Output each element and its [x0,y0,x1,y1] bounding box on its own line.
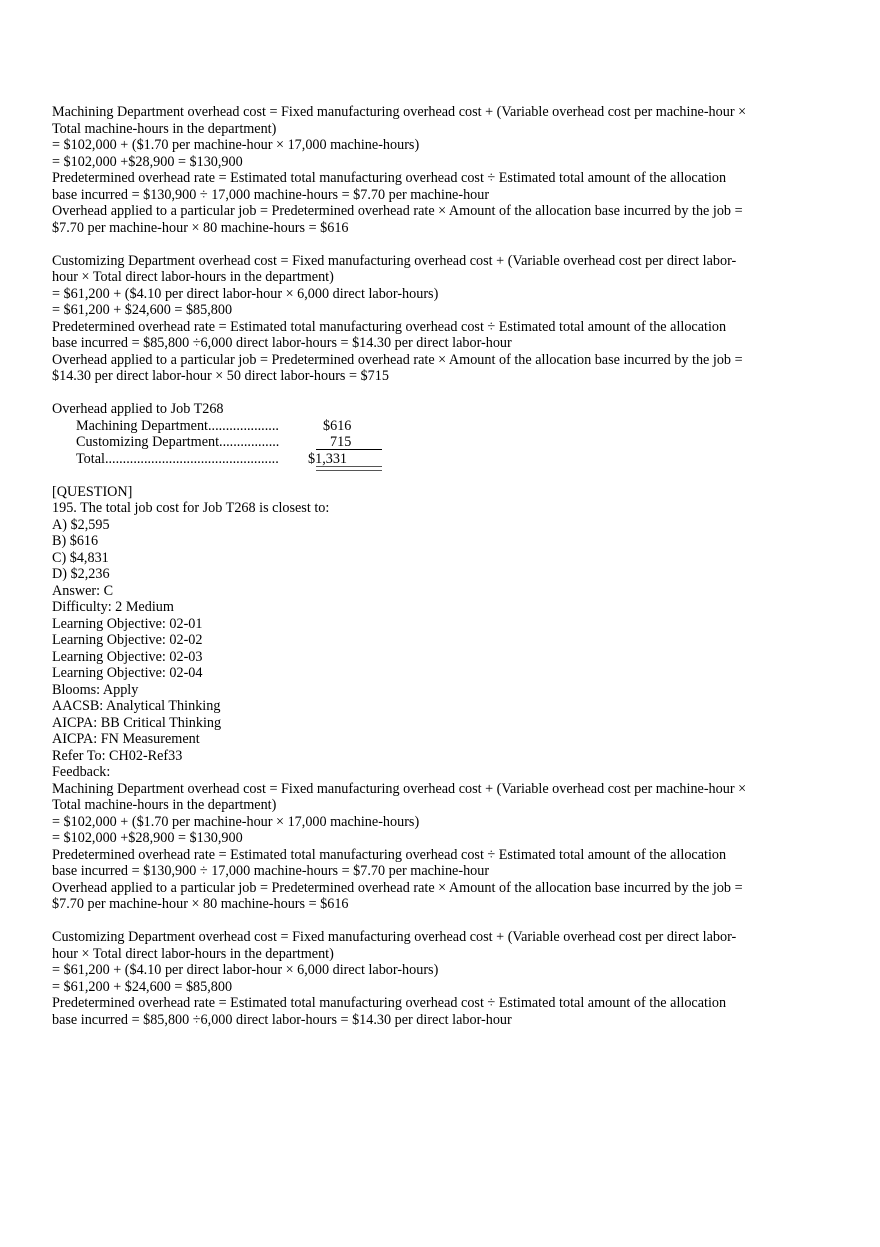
text-line: base incurred = $130,900 ÷ 17,000 machine-hours = $7.70 per machine-hour [52,186,490,203]
text-line: Customizing Department overhead cost = Fixed manufacturing overhead cost + (Variable overhead cost per direct labor- [52,252,737,269]
text-line: = $61,200 + $24,600 = $85,800 [52,978,233,995]
answer-option-c: C) $4,831 [52,549,109,566]
text-line: Machining Department overhead cost = Fixed manufacturing overhead cost + (Variable overhead cost per machine-hour × [52,780,747,797]
text-line: = $61,200 + ($4.10 per direct labor-hour × 6,000 direct labor-hours) [52,962,439,978]
refer-to: Refer To: CH02-Ref33 [52,747,183,764]
feedback-heading: Feedback: [52,764,111,780]
text-line: = $102,000 +$28,900 = $130,900 [52,830,243,846]
summary-amount: $616 [323,417,352,434]
text-line: Customizing Department overhead cost = Fixed manufacturing overhead cost + (Variable overhead cost per direct labor- [52,929,737,945]
text-line: $7.70 per machine-hour × 80 machine-hours = $616 [52,896,349,912]
answer-key: Answer: C [52,582,114,599]
text-line: = $61,200 + $24,600 = $85,800 [52,302,233,318]
answer-option-d: D) $2,236 [52,566,110,582]
summary-amount: 715 [330,434,352,450]
machining-calculation-block [52,104,772,236]
blooms-level: Blooms: Apply [52,681,139,698]
text-line: Overhead applied to a particular job = Predetermined overhead rate × Amount of the allocation base incurred by the job = [52,351,743,368]
summary-label: Customizing Department................. [76,434,280,450]
question-block [52,484,772,781]
customizing-calculation-block [52,253,772,385]
aacsb-tag: AACSB: Analytical Thinking [52,698,221,714]
learning-objective: Learning Objective: 02-03 [52,648,203,665]
overhead-summary [52,401,772,467]
summary-row-customizing [52,434,772,451]
text-line: Overhead applied to a particular job = Predetermined overhead rate × Amount of the allocation base incurred by the job = [52,879,743,896]
text-line: Predetermined overhead rate = Estimated total manufacturing overhead cost ÷ Estimated total amount of the allocation [52,846,727,863]
total-double-rule [316,466,382,471]
paragraph-gap [52,236,772,253]
document-page [52,104,772,1028]
learning-objective: Learning Objective: 02-04 [52,665,203,681]
text-line: $14.30 per direct labor-hour × 50 direct labor-hours = $715 [52,368,389,384]
summary-label: Machining Department.................... [76,417,279,434]
feedback-customizing-block [52,929,772,1028]
difficulty: Difficulty: 2 Medium [52,599,174,615]
text-line: hour × Total direct labor-hours in the department) [52,269,334,285]
learning-objective: Learning Objective: 02-02 [52,632,203,648]
paragraph-gap [52,913,772,930]
question-stem: 195. The total job cost for Job T268 is closest to: [52,500,330,516]
text-line: Total machine-hours in the department) [52,797,277,813]
text-line: Overhead applied to a particular job = Predetermined overhead rate × Amount of the allocation base incurred by the job = [52,203,743,219]
answer-option-a: A) $2,595 [52,516,110,533]
learning-objective: Learning Objective: 02-01 [52,615,203,632]
text-line: Total machine-hours in the department) [52,120,277,137]
text-line: Predetermined overhead rate = Estimated total manufacturing overhead cost ÷ Estimated total amount of the allocation [52,995,727,1011]
text-line: = $102,000 + ($1.70 per machine-hour × 17,000 machine-hours) [52,137,420,153]
summary-row-machining [52,418,772,435]
text-line: hour × Total direct labor-hours in the department) [52,945,334,962]
feedback-machining-block [52,781,772,913]
text-line: Predetermined overhead rate = Estimated total manufacturing overhead cost ÷ Estimated total amount of the allocation [52,318,727,335]
paragraph-gap [52,467,772,484]
summary-amount: $1,331 [308,450,348,467]
answer-option-b: B) $616 [52,533,99,549]
text-line: Predetermined overhead rate = Estimated total manufacturing overhead cost ÷ Estimated total amount of the allocation [52,170,727,186]
text-line: = $102,000 +$28,900 = $130,900 [52,153,243,170]
question-tag: [QUESTION] [52,483,133,500]
text-line: base incurred = $85,800 ÷6,000 direct labor-hours = $14.30 per direct labor-hour [52,335,512,351]
text-line: $7.70 per machine-hour × 80 machine-hours = $616 [52,219,349,236]
aicpa-tag: AICPA: BB Critical Thinking [52,714,222,731]
summary-label: Total................................................. [76,450,279,467]
summary-title: Overhead applied to Job T268 [52,401,224,417]
text-line: Machining Department overhead cost = Fixed manufacturing overhead cost + (Variable overhead cost per machine-hour × [52,104,747,120]
summary-row-total [52,451,772,468]
text-line: base incurred = $85,800 ÷6,000 direct labor-hours = $14.30 per direct labor-hour [52,1011,512,1028]
text-line: = $61,200 + ($4.10 per direct labor-hour × 6,000 direct labor-hours) [52,285,439,302]
text-line: base incurred = $130,900 ÷ 17,000 machine-hours = $7.70 per machine-hour [52,863,490,879]
text-line: = $102,000 + ($1.70 per machine-hour × 17,000 machine-hours) [52,813,420,830]
aicpa-tag: AICPA: FN Measurement [52,731,200,747]
paragraph-gap [52,385,772,402]
